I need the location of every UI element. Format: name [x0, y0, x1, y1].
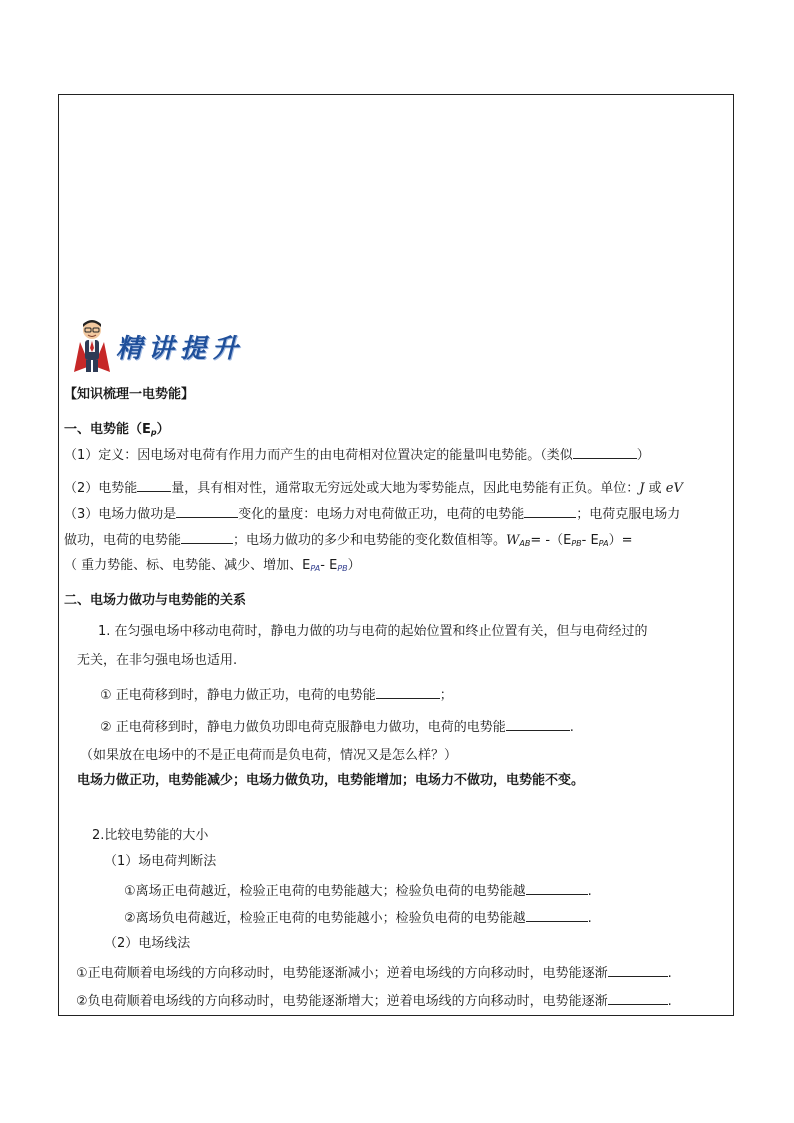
- answer-blank[interactable]: [608, 992, 668, 1005]
- method1-title: （1）场电荷判断法: [104, 854, 217, 869]
- part2-item2: ② 正电荷移到时，静电力做负功即电荷克服静电力做功，电荷的电势能 .: [100, 720, 574, 735]
- answer-blank[interactable]: [506, 718, 570, 731]
- part2-heading: 二、电场力做功与电势能的关系: [64, 593, 247, 608]
- work-line-1: （3）电场力做功是 变化的量度：电场力对电荷做正功，电荷的电势能 ；电荷克服电场力: [64, 507, 681, 522]
- compare-title: 2.比较电势能的大小: [92, 828, 209, 843]
- answer-blank[interactable]: [176, 505, 238, 518]
- part2-p1-line2: 无关，在非匀强电场也适用.: [77, 653, 238, 668]
- method2-item2: ②负电荷顺着电场线的方向移动时，电势能逐渐增大；逆着电场线的方向移动时，电势能逐渐 .: [76, 994, 672, 1009]
- work-line-2: 做功，电荷的电势能 ；电场力做功的多少和电势能的变化数值相等。$W_{AB}= -(E_{PB}-$ $E_{PA})=$: [64, 533, 633, 548]
- answer-blank[interactable]: [526, 882, 588, 895]
- banner-title: 精讲提升: [116, 334, 245, 364]
- method1-item1: ①离场正电荷越近，检验正电荷的电势能越大；检验负电荷的电势能越 .: [124, 884, 592, 899]
- teacher-avatar-icon: [72, 318, 112, 376]
- part2-p1-line1: 1. 在匀强电场中移动电荷时，静电力做的功与电荷的起始位置和终止位置有关，但与电荷经过的: [98, 624, 648, 639]
- answer-key-line: （ 重力势能、标、电势能、减少、增加、$E_{PA}-$ $E_{PB}$）: [64, 558, 361, 573]
- method2-item1: ①正电荷顺着电场线的方向移动时，电势能逐渐减小；逆着电场线的方向移动时，电势能逐渐 .: [76, 966, 672, 981]
- question-line: （如果放在电场中的不是正电荷而是负电荷，情况又是怎么样？）: [80, 748, 458, 763]
- section-header: 【知识梳理一电势能】: [64, 387, 195, 402]
- method2-title: （2）电场线法: [104, 936, 191, 951]
- property-line: （2）电势能 量，具有相对性，通常取无穷远处或大地为零势能点，因此电势能有正负。单位：J 或 eV: [64, 481, 683, 496]
- answer-blank[interactable]: [608, 964, 668, 977]
- part1-heading: 一、电势能$(E_p)$: [64, 422, 170, 437]
- answer-blank[interactable]: [524, 505, 576, 518]
- answer-blank[interactable]: [526, 909, 588, 922]
- method1-item2: ②离场负电荷越近，检验正电荷的电势能越小；检验负电荷的电势能越 .: [124, 911, 592, 926]
- answer-blank[interactable]: [573, 446, 637, 459]
- definition-line: （1）定义：因电场对电荷有作用力而产生的由电荷相对位置决定的能量叫电势能。（类似 ）: [64, 448, 650, 463]
- content-frame: [58, 94, 734, 1016]
- answer-blank[interactable]: [181, 531, 233, 544]
- answer-blank[interactable]: [137, 479, 171, 492]
- answer-blank[interactable]: [376, 686, 440, 699]
- part2-item1: ① 正电荷移到时，静电力做正功，电荷的电势能 ；: [100, 688, 453, 703]
- answer-line: 电场力做正功，电势能减少；电场力做负功，电势能增加；电场力不做功，电势能不变。: [77, 773, 585, 788]
